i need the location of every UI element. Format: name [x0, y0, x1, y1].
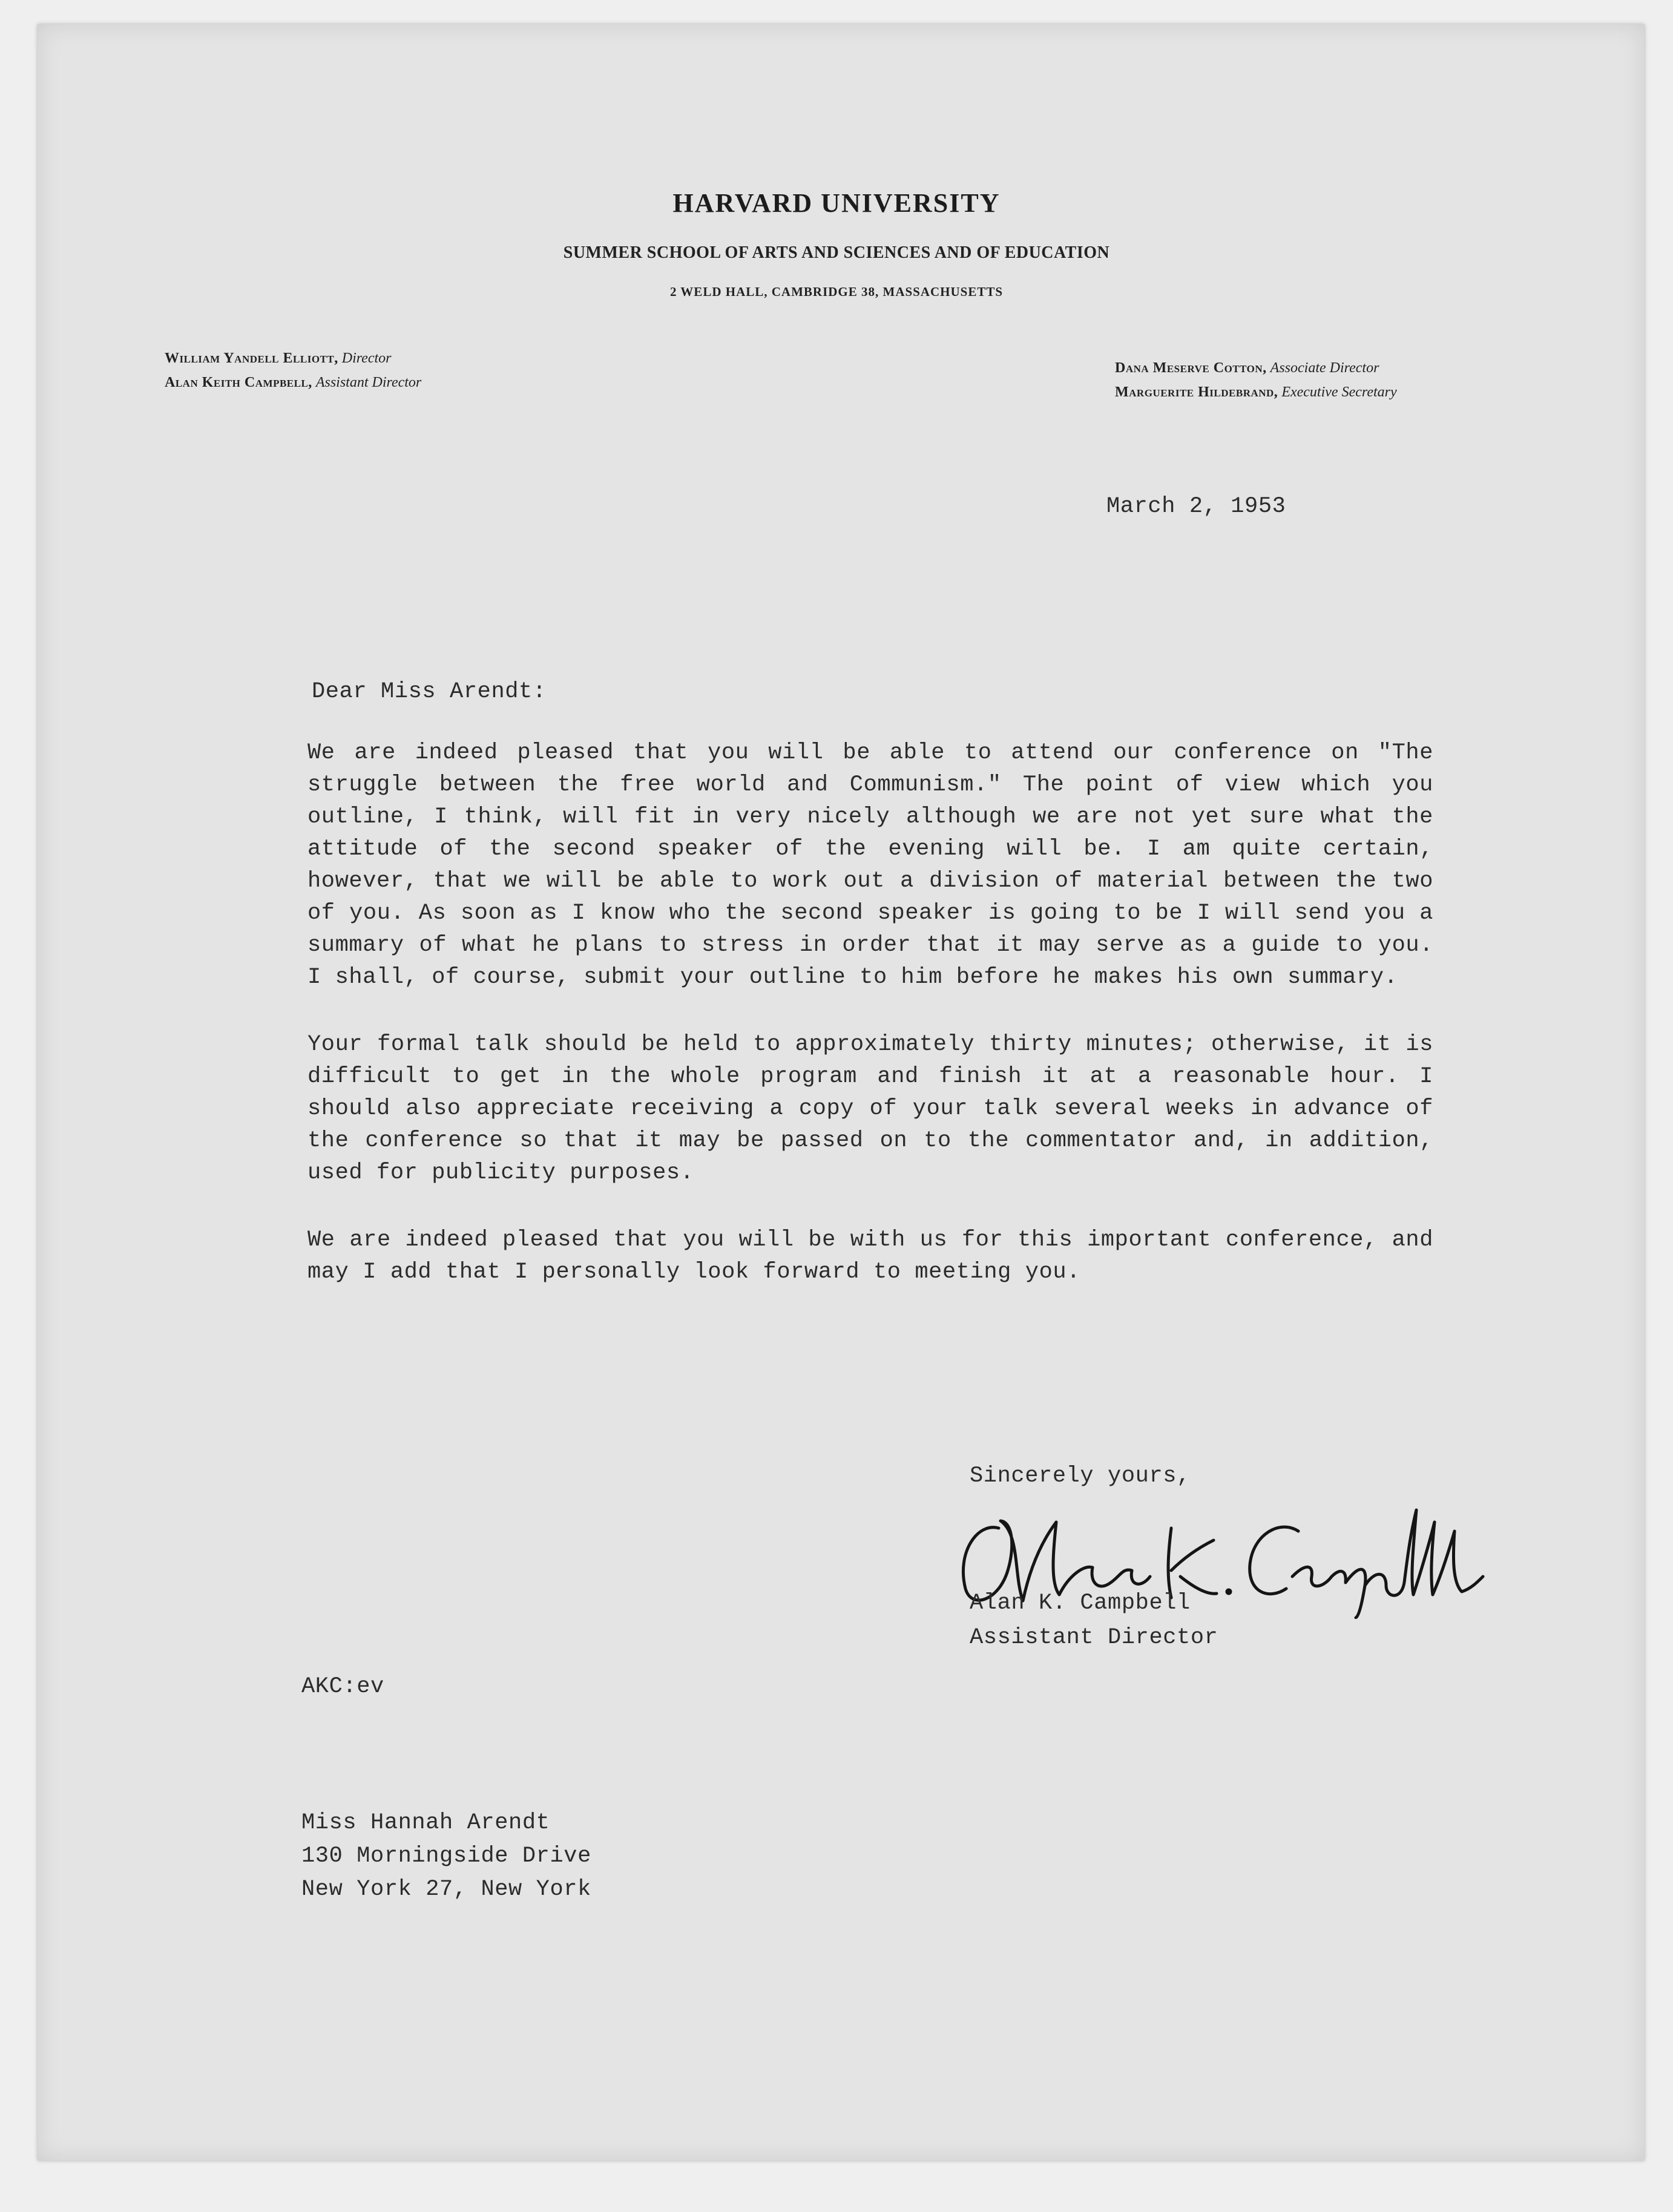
recipient-address — [301, 1807, 591, 1906]
recipient-name: Miss Hannah Arendt — [301, 1810, 550, 1836]
staff-list-right — [1115, 356, 1397, 404]
letter-date: March 2, 1953 — [1106, 494, 1286, 519]
body-paragraph: We are indeed pleased that you will be with us for this important conference, and may I add that I personally look forward to meeting you. — [307, 1227, 1433, 1285]
staff-entry — [165, 370, 421, 395]
signer-name: Alan K. Campbell — [970, 1590, 1191, 1616]
letter-body — [307, 737, 1433, 1324]
body-paragraph: We are indeed pleased that you will be able to attend our conference on "The struggle between the free world and Communism." The point of view which you outline, I think, will fit in very nicely although we are not yet sure what the attitude of the second speaker of the evening will be. I am quite certain, however, that we will be able to work out a division of material between the two of you. As soon as I know who the second speaker is going to be I will send you a summary of what he plans to stress in order that it may serve as a guide to you. I shall, of course, submit your outline to him before he makes his own summary. — [307, 740, 1433, 990]
letterhead-school: SUMMER SCHOOL OF ARTS AND SCIENCES AND OF EDUCATION — [563, 243, 1110, 262]
reference-initials: AKC:ev — [301, 1674, 384, 1699]
staff-name: William Yandell Elliott, — [165, 350, 338, 366]
staff-role: Director — [341, 350, 392, 366]
staff-role: Executive Secretary — [1281, 384, 1397, 400]
staff-name: Marguerite Hildebrand, — [1115, 384, 1278, 400]
staff-entry — [1115, 380, 1397, 404]
staff-role: Assistant Director — [315, 375, 422, 390]
salutation: Dear Miss Arendt: — [312, 679, 547, 704]
staff-list-left — [165, 346, 421, 395]
staff-name: Dana Meserve Cotton, — [1115, 360, 1267, 376]
letterhead-institution: HARVARD UNIVERSITY — [672, 188, 1001, 218]
staff-entry — [165, 346, 421, 370]
complimentary-close: Sincerely yours, — [970, 1463, 1191, 1489]
recipient-street: 130 Morningside Drive — [301, 1843, 591, 1869]
body-paragraph: Your formal talk should be held to approximately thirty minutes; otherwise, it is difficult to get in the whole program and finish it at a reasonable hour. I should also appreciate receiving a copy of your talk several weeks in advance of the conference so that it may be passed on to the commentator and, in addition, used for publicity purposes. — [307, 1032, 1433, 1186]
recipient-city: New York 27, New York — [301, 1877, 591, 1902]
staff-entry — [1115, 356, 1397, 380]
staff-name: Alan Keith Campbell, — [165, 375, 312, 390]
signer-title: Assistant Director — [970, 1625, 1218, 1650]
staff-role: Associate Director — [1270, 360, 1379, 376]
letterhead-address: 2 WELD HALL, CAMBRIDGE 38, MASSACHUSETTS — [669, 284, 1004, 299]
